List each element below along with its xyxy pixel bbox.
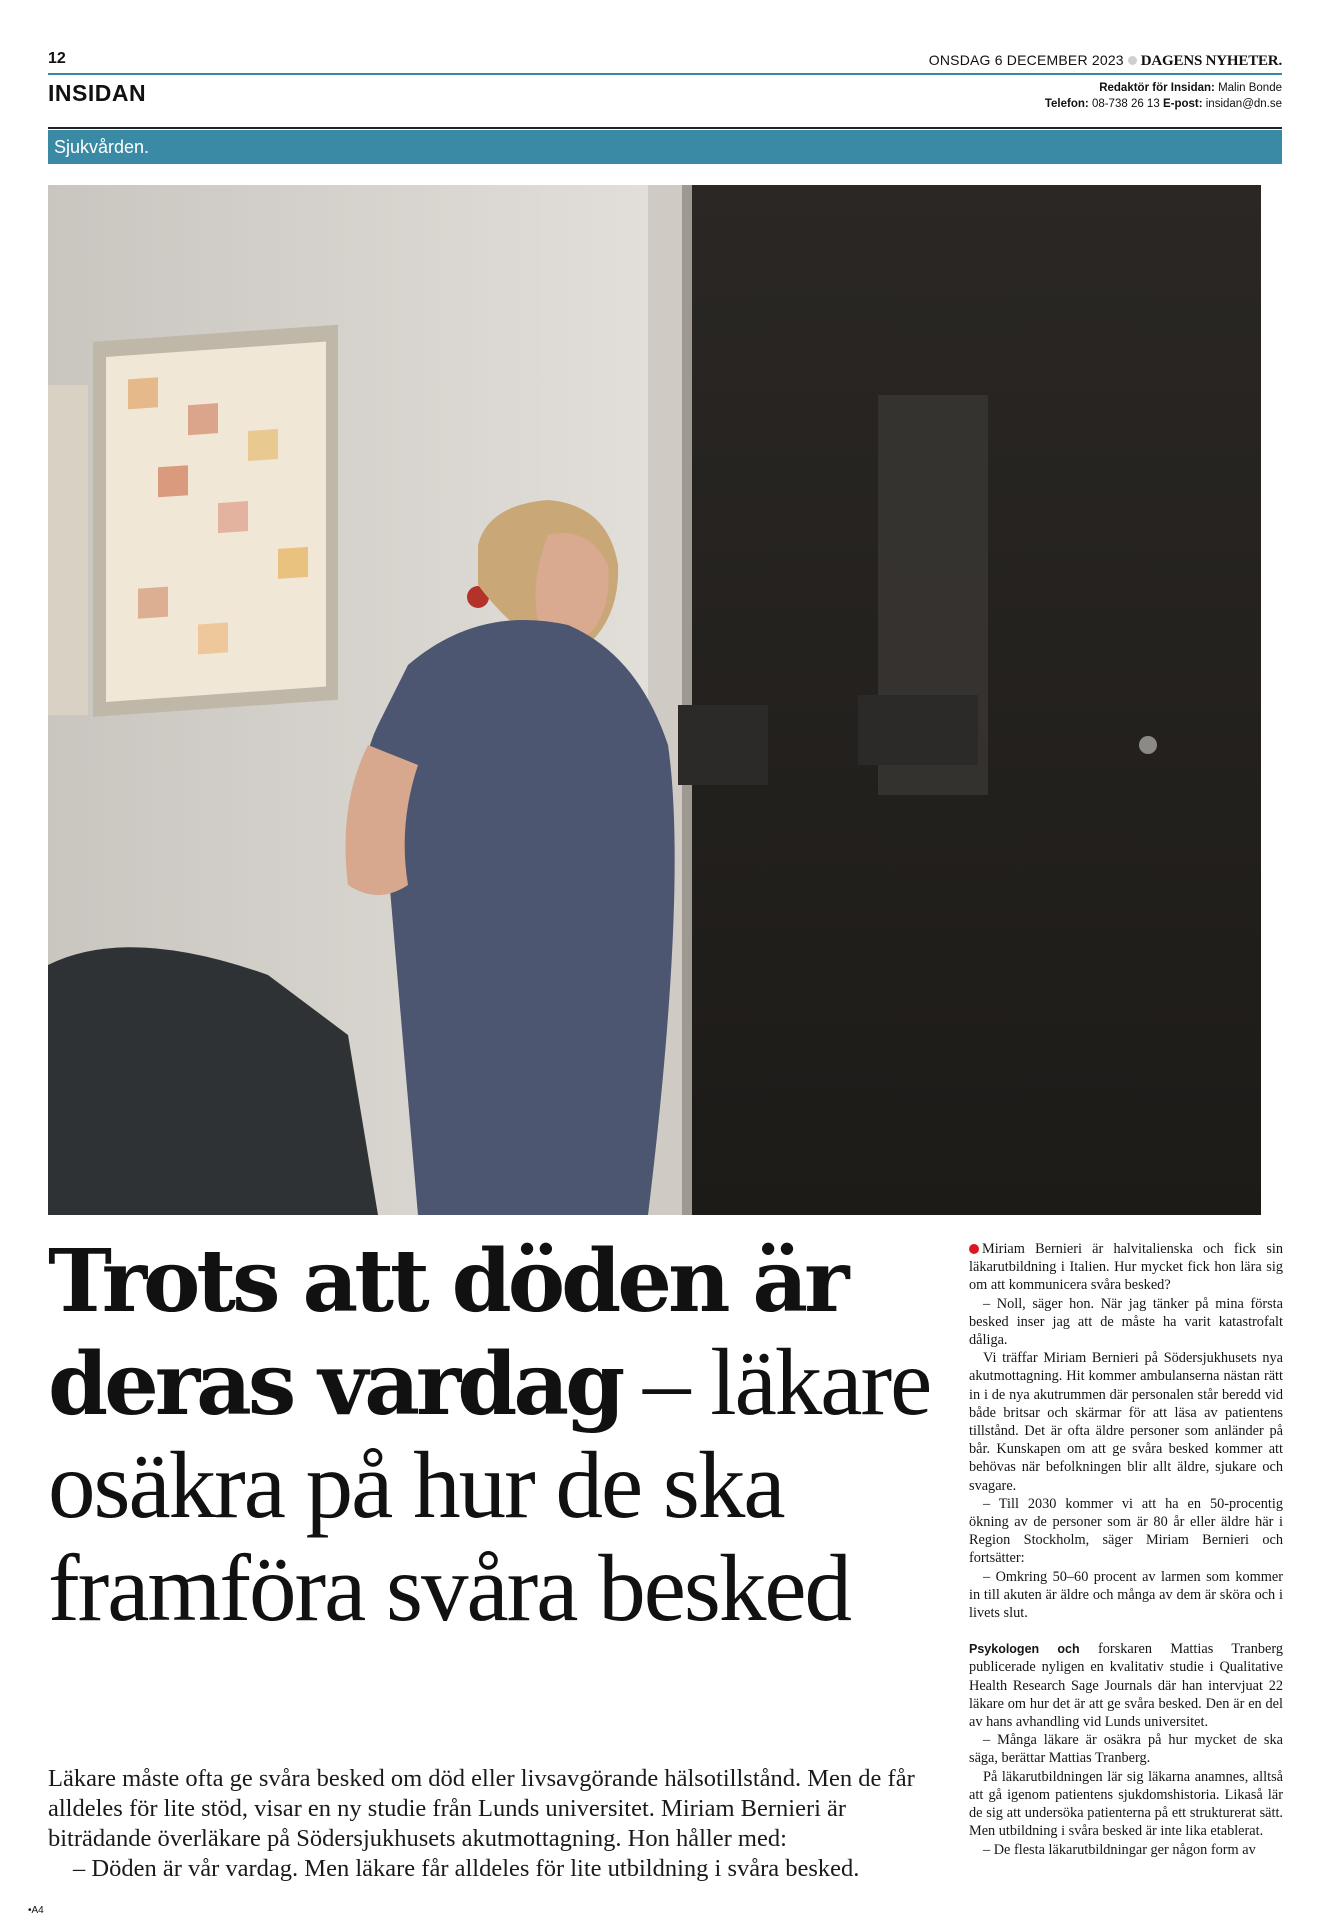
red-dot-icon — [969, 1244, 979, 1254]
body-paragraph: På läkarutbildningen lär sig läkarna anamnes, alltså att gå igenom patientens sjukdomshistoria. Likaså lär de sig att undersöka patienterna på ett strukturerat sätt. Men utbildning i svåra besked är inte lika etablerat. — [969, 1768, 1283, 1840]
topic-tag-bar: Sjukvården. — [48, 130, 1282, 164]
ingress-body: Läkare måste ofta ge svåra besked om död eller livsavgörande hälsotillstånd. Men de får alldeles för lite stöd, visar en ny studie från Lunds universitet. Miriam Bernieri är biträdande överläkare på Södersjukhusets akutmottagning. Hon håller med: — [48, 1765, 915, 1852]
body-paragraph: – Omkring 50–60 procent av larmen som kommer in till akuten är äldre och många av dem är sköra och i livets slut. — [969, 1568, 1283, 1622]
top-rule — [48, 73, 1282, 75]
body-paragraph: Vi träffar Miriam Bernieri på Södersjukhusets nya akutmottagning. Hit kommer ambulanserna nästan rätt in i de nya akutrummen där personalen står beredd vid både britsar och skärmar för att läsa av patientens tillstånd. Det är ofta äldre personer som anländer på bår. Kunskapen om att ge svåra besked kommer att behövas när befolkningen blir allt äldre, sjukare och svagare. — [969, 1350, 1283, 1494]
painting — [93, 325, 338, 717]
email-label: E-post: — [1162, 98, 1203, 110]
paragraph-lead: Psykologen och — [969, 1642, 1080, 1657]
headline-light-line3: osäkra på hur de ska — [48, 1432, 784, 1538]
headline-bold-line2: deras vardag — [48, 1334, 622, 1435]
section-title: INSIDAN — [48, 80, 147, 106]
chair-left — [678, 705, 768, 785]
dateline — [929, 52, 1282, 70]
headline-light-part: – läkare — [621, 1329, 931, 1435]
phone-number: 08-738 26 13 — [1091, 98, 1160, 110]
body-paragraph: Psykologen och forskaren Mattias Tranberg publicerade nyligen en kvalitativ studie i Qualitative Health Research Sage Journals där han intervjuat 22 läkare om hur det är att ge svåra besked. Den är en del av hans avhandling vid Lunds universitet. — [969, 1641, 1283, 1731]
body-paragraph: – Till 2030 kommer vi att ha en 50-procentig ökning av de personer som är 80 år eller äldre här i Region Stockholm, säger Miriam Bernieri och fortsätter: — [969, 1495, 1283, 1567]
phone-label: Telefon: — [1044, 98, 1089, 110]
article-photo — [48, 185, 1261, 1215]
body-paragraph: Miriam Bernieri är halvitalienska och fick sin läkarutbildning i Italien. Hur mycket fick hon lära sig om att kommunicera svåra besked? — [969, 1241, 1283, 1294]
issue-date: ONSDAG 6 DECEMBER 2023 — [928, 52, 1124, 68]
chair-right — [858, 695, 978, 765]
headline-bold-line1: Trots att döden är — [48, 1231, 846, 1332]
body-paragraph: – Noll, säger hon. När jag tänker på mina första besked inser jag att de måste ha varit katastrofalt dåliga. — [969, 1295, 1283, 1349]
door-handle-icon — [1139, 736, 1157, 754]
email-address: insidan@dn.se — [1205, 98, 1282, 110]
ingress — [48, 1764, 948, 1884]
section-rule — [48, 127, 1282, 129]
headline — [48, 1232, 948, 1641]
editor-label: Redaktör för Insidan: — [1099, 82, 1215, 94]
headline-light-line4: framföra svåra besked — [48, 1535, 851, 1641]
photo-illustration — [48, 185, 1261, 1215]
body-column — [969, 1240, 1283, 1859]
body-paragraph: – Många läkare är osäkra på hur mycket de ska säga, berättar Mattias Tranberg. — [969, 1732, 1283, 1767]
body-paragraph: – De flesta läkarutbildningar ger någon form av — [983, 1841, 1256, 1858]
editor-info — [1045, 80, 1282, 112]
ingress-quote: – Döden är vår vardag. Men läkare får alldeles för lite utbildning i svåra besked. — [73, 1855, 860, 1882]
page-number: 12 — [48, 50, 66, 67]
editor-name: Malin Bonde — [1218, 82, 1282, 94]
separator-dot-icon — [1128, 56, 1137, 65]
page-footer-code: •A4 — [28, 1905, 44, 1916]
paper-logo: DAGENS NYHETER. — [1140, 53, 1282, 69]
top-bar — [48, 50, 1282, 72]
